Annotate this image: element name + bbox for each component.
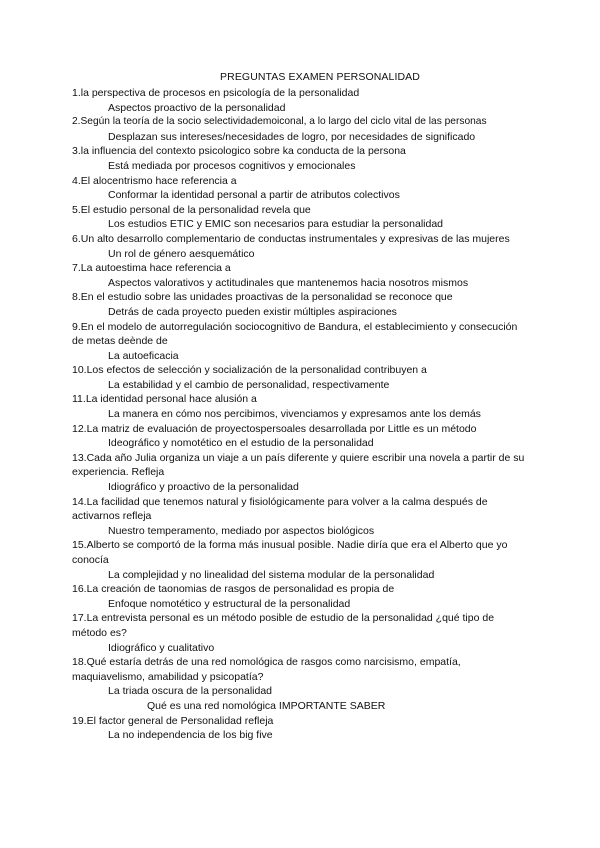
question-item [72, 422, 528, 451]
question-item [72, 115, 528, 144]
answer-text: La autoeficacia [108, 349, 179, 362]
question-item [72, 611, 528, 655]
question-list [72, 86, 528, 743]
question-text: 1.la perspectiva de procesos en psicología de la personalidad [72, 87, 360, 99]
question-text: 10.Los efectos de selección y socialización de la personalidad contribuyen a [72, 364, 427, 377]
answer-text: Conformar la identidad personal a partir de atributos colectivos [108, 189, 400, 202]
question-text: 13.Cada año Julia organiza un viaje a un país diferente y quiere escribir una novela a partir de su experiencia. Refleja [72, 451, 525, 479]
question-text: 6.Un alto desarrollo complementario de conductas instrumentales y expresivas de las mujeres [72, 232, 510, 245]
answer-text: Aspectos proactivo de la personalidad [108, 101, 286, 114]
answer-text: Un rol de género aesquemático [108, 247, 255, 260]
question-item [72, 451, 528, 495]
question-text: 12.La matriz de evaluación de proyectospersoales desarrollada por Little es un método [72, 422, 477, 435]
question-item [72, 174, 528, 203]
answer-text: Enfoque nomotético y estructural de la personalidad [108, 597, 351, 610]
question-item [72, 320, 528, 364]
answer-text: Ideográfico y nomotético en el estudio de la personalidad [108, 437, 374, 450]
question-text: 17.La entrevista personal es un método posible de estudio de la personalidad ¿qué tipo de método es? [72, 612, 495, 639]
question-text: 18.Qué estaría detrás de una red nomológica de rasgos como narcisismo, empatía, maquiavelismo, amabilidad y psicopatía? [72, 656, 461, 683]
question-item [72, 144, 528, 173]
question-item [72, 538, 528, 582]
question-text: 16.La creación de taonomias de rasgos de personalidad es propia de [72, 583, 395, 596]
question-item [72, 655, 528, 713]
question-item [72, 495, 528, 539]
answer-text: La manera en cómo nos percibimos, vivenciamos y expresamos ante los demás [108, 408, 481, 421]
answer-text: Aspectos valorativos y actitudinales que mantenemos hacia nosotros mismos [108, 276, 469, 289]
document-title: PREGUNTAS EXAMEN PERSONALIDAD [220, 71, 420, 83]
question-text: 11.La identidad personal hace alusión a [72, 393, 257, 406]
answer-text: Desplazan sus intereses/necesidades de logro, por necesidades de significado [108, 130, 476, 143]
question-text: 19.El factor general de Personalidad refleja [72, 714, 274, 727]
question-text: 14.La facilidad que tenemos natural y fisiológicamente para volver a la calma después de activarnos refleja [72, 495, 488, 523]
question-text: 2.Según la teoría de la socio selectividademoiconal, a lo largo del ciclo vital de las personas [72, 116, 487, 128]
answer-text: Idiográfico y proactivo de la personalidad [108, 481, 299, 494]
question-text: 3.la influencia del contexto psicologico sobre ka conducta de la persona [72, 145, 406, 158]
question-item [72, 714, 528, 743]
question-item [72, 232, 528, 261]
answer-text: Los estudios ETIC y EMIC son necesarios para estudiar la personalidad [108, 218, 444, 231]
question-text: 15.Alberto se comportó de la forma más inusual posible. Nadie diría que era el Alberto que yo conocía [72, 539, 508, 566]
answer-text: La estabilidad y el cambio de personalidad, respectivamente [108, 378, 390, 391]
answer-text: Detrás de cada proyecto pueden existir múltiples aspiraciones [108, 305, 397, 318]
question-text: 5.El estudio personal de la personalidad revela que [72, 203, 311, 216]
note-text: Qué es una red nomológica IMPORTANTE SABER [147, 699, 386, 712]
answer-text: Nuestro temperamento, mediado por aspectos biológicos [108, 524, 375, 537]
question-item [72, 392, 528, 421]
answer-text: Está mediada por procesos cognitivos y emocionales [108, 159, 356, 172]
question-text: 8.En el estudio sobre las unidades proactivas de la personalidad se reconoce que [72, 291, 453, 304]
question-item [72, 363, 528, 392]
question-item [72, 582, 528, 611]
answer-text: La triada oscura de la personalidad [108, 685, 273, 698]
question-text: 7.La autoestima hace referencia a [72, 262, 231, 275]
question-item [72, 290, 528, 319]
question-item [72, 261, 528, 290]
answer-text: La complejidad y no linealidad del sistema modular de la personalidad [108, 568, 435, 581]
question-item [72, 203, 528, 232]
answer-text: Idiográfico y cualitativo [108, 641, 215, 654]
answer-text: La no independencia de los big five [108, 729, 273, 742]
question-text: 9.En el modelo de autorregulación sociocognitivo de Bandura, el establecimiento y consecución de metas deènde de [72, 320, 518, 348]
question-item [72, 86, 528, 115]
question-text: 4.El alocentrismo hace referencia a [72, 174, 237, 187]
